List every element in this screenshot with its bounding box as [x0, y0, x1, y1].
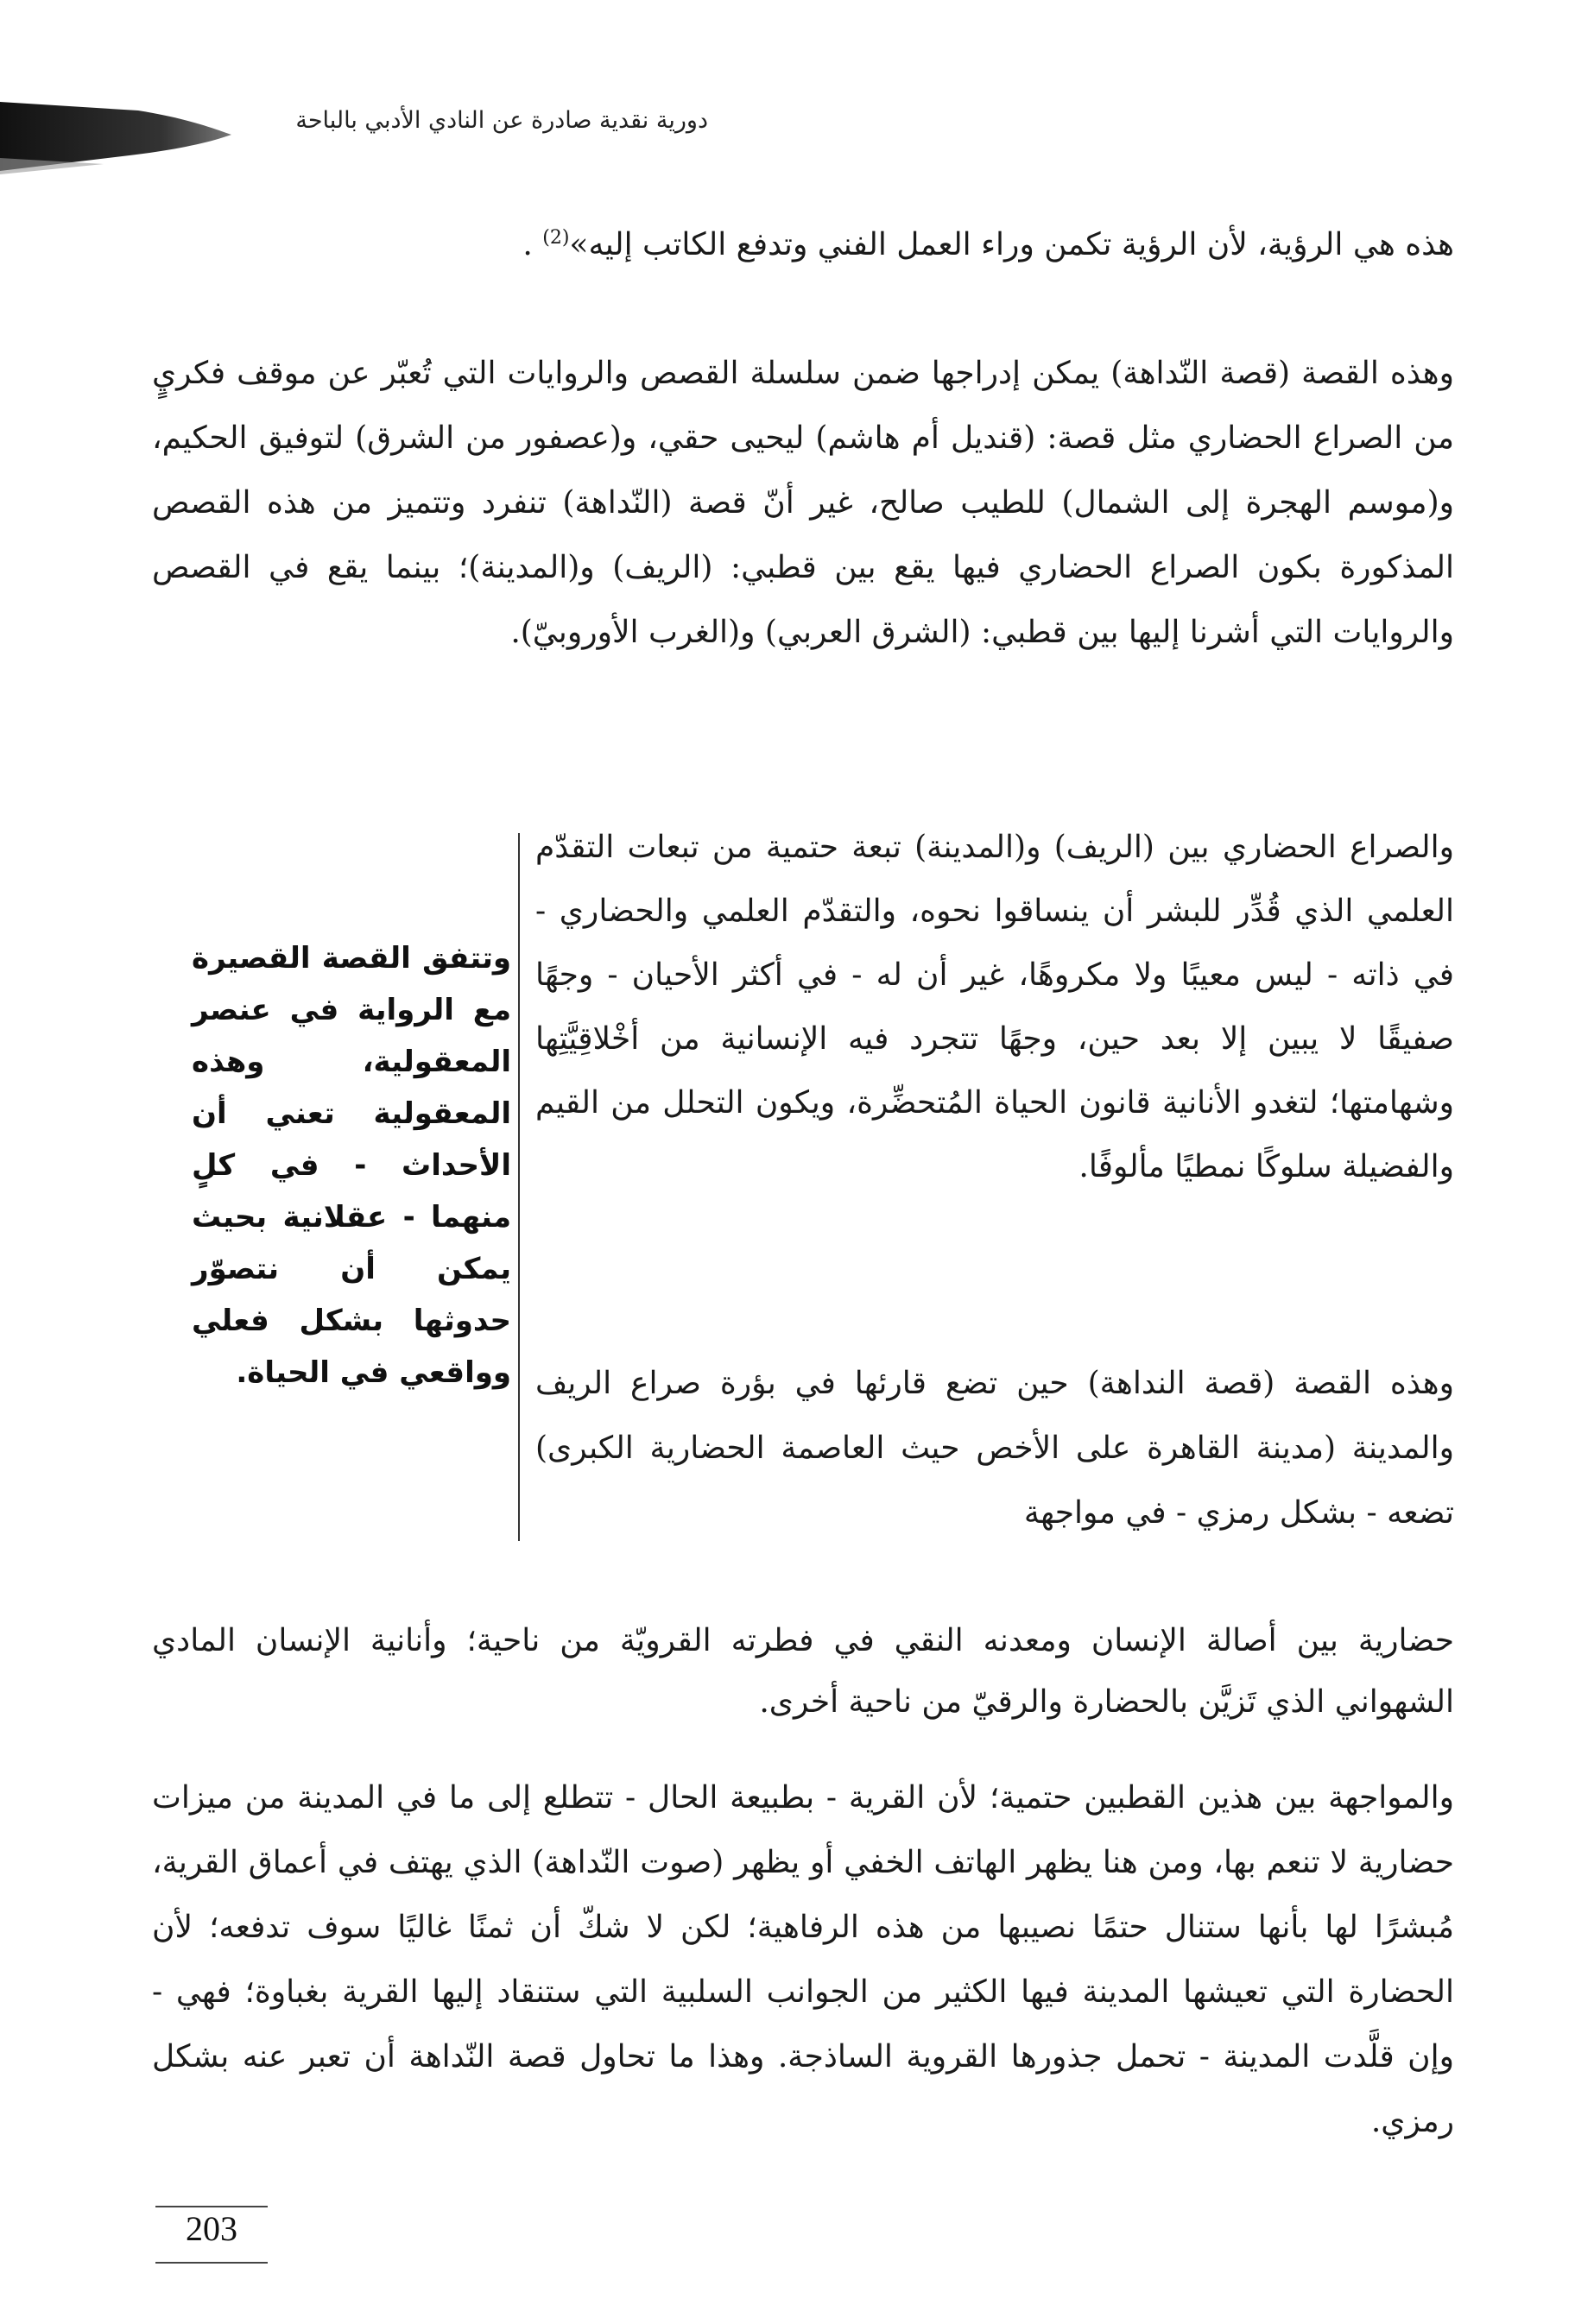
paragraph-3-continued: حضارية بين أصالة الإنسان ومعدنه النقي في فطرته القرويّة من ناحية؛ وأنانية الإنسان المادي الشهواني الذي تَزيَّن بالحضارة والرقيّ من ناحية أخرى.: [152, 1623, 1454, 1720]
paragraph-2: والصراع الحضاري بين (الريف) و(المدينة) تبعة حتمية من تبعات التقدّم العلمي الذي قُدِّر للبشر أن ينساقوا نحوه، والتقدّم العلمي والحضاري - في ذاته - ليس معيبًا ولا مكروهًا، غير أن له - في أكثر الأحيان - وجهًا صفيقًا لا يبين إلا بعد حين، وجهًا تتجرد فيه الإنسانية من أخْلاقِيَّتِها وشهامتها؛ لتغدو الأنانية قانون الحياة المُتحضِّرة، ويكون التحلل من القيم والفضيلة سلوكًا نمطيًا مألوفًا.: [535, 830, 1454, 1184]
header-ornament: [0, 93, 233, 175]
page-number-rule-top: [155, 2206, 268, 2207]
pullquote-divider: [518, 833, 520, 1541]
intro-end: .: [522, 227, 543, 262]
paragraph-3: وهذه القصة (قصة النداهة) حين تضع قارئها في بؤرة صراع الريف والمدينة (مدينة القاهرة على الأخص حيث العاصمة الحضارية الكبرى) تضعه - بشكل رمزي - في مواجهة: [535, 1366, 1454, 1531]
intro-line: [152, 207, 1454, 276]
paragraph-1: وهذه القصة (قصة النّداهة) يمكن إدراجها ضمن سلسلة القصص والروايات التي تُعبّر عن موقف فكريٍ من الصراع الحضاري مثل قصة: (قنديل أم هاشم) ليحيى حقي، و(عصفور من الشرق) لتوفيق الحكيم، و(موسم الهجرة إلى الشمال) للطيب صالح، غير أنّ قصة (النّداهة) تنفرد وتتميز من هذه القصص المذكورة بكون الصراع الحضاري فيها يقع بين قطبي: (الريف) و(المدينة)؛ بينما يقع في القصص والروايات التي أشرنا إليها بين قطبي: (الشرق العربي) و(الغرب الأوروبيّ).: [152, 356, 1454, 650]
page-number-rule-bottom: [155, 2262, 268, 2264]
pullquote: وتتفق القصة القصيرة مع الرواية في عنصر المعقولية، وهذه المعقولية تعني أن الأحداث - في كلٍ منهما - عقلانية بحيث يمكن أن نتصوّر حدوثها بشكل فعلي وواقعي في الحياة.: [192, 941, 511, 1390]
footnote-ref: (2): [542, 227, 570, 249]
paragraph-4: والمواجهة بين هذين القطبين حتمية؛ لأن القرية - بطبيعة الحال - تتطلع إلى ما في المدينة من ميزات حضارية لا تنعم بها، ومن هنا يظهر الهاتف الخفي أو يظهر (صوت النّداهة) الذي يهتف في أعماق القرية، مُبشرًا لها بأنها ستنال حتمًا نصيبها من هذه الرفاهية؛ لكن لا شكّ أن ثمنًا غاليًا سوف تدفعه؛ لأن الحضارة التي تعيشها المدينة فيها الكثير من الجوانب السلبية التي ستنقاد إليها القرية بغباوة؛ فهي - وإن قلَّدت المدينة - تحمل جذورها القروية الساذجة. وهذا ما تحاول قصة النّداهة أن تعبر عنه بشكل رمزي.: [152, 1780, 1454, 2139]
journal-header-title: دورية نقدية صادرة عن النادي الأدبي بالباحة: [295, 107, 708, 134]
page-number: 203: [186, 2209, 237, 2248]
intro-text: هذه هي الرؤية، لأن الرؤية تكمن وراء العمل الفني وتدفع الكاتب إليه»: [569, 227, 1454, 262]
